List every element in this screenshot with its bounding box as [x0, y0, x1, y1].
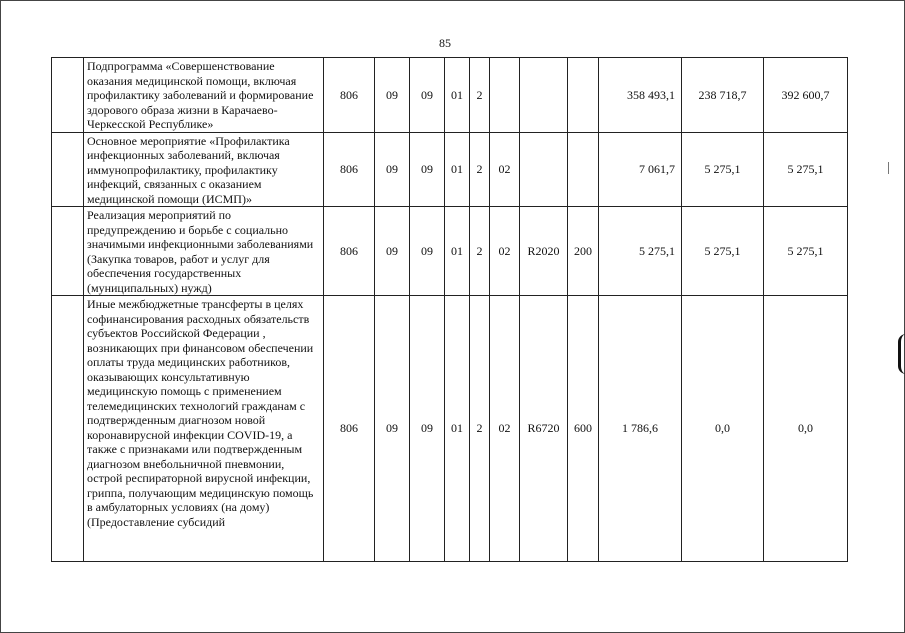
- ministry-code: 806: [324, 132, 375, 207]
- section-code: 09: [375, 296, 410, 562]
- sum-year-2: 0,0: [682, 296, 764, 562]
- sum-year-1: 7 061,7: [599, 132, 682, 207]
- sum-year-1: 358 493,1: [599, 58, 682, 133]
- direction-code: [520, 132, 568, 207]
- table-row: [52, 58, 848, 133]
- subsection-code: 09: [410, 58, 445, 133]
- page-number: 85: [439, 36, 451, 50]
- expense-type-code: [568, 58, 599, 133]
- sum-year-2: 5 275,1: [682, 132, 764, 207]
- subsection-code: 09: [410, 132, 445, 207]
- section-code: 09: [375, 132, 410, 207]
- expense-type-code: [568, 132, 599, 207]
- table-row: [52, 207, 848, 296]
- ministry-code: 806: [324, 58, 375, 133]
- program-code: 01: [445, 58, 470, 133]
- subprogram-code: 2: [470, 207, 490, 296]
- event-code: 02: [490, 207, 520, 296]
- expense-type-code: 600: [568, 296, 599, 562]
- section-code: 09: [375, 207, 410, 296]
- subprogram-code: 2: [470, 296, 490, 562]
- row-name: Реализация мероприятий по предупреждению и борьбе с социально значимыми инфекционными заболеваниями (Закупка товаров, работ и услуг для обеспечения государственных (муниципальных) нужд): [84, 207, 324, 296]
- sum-year-2: 238 718,7: [682, 58, 764, 133]
- row-index: [52, 132, 84, 207]
- event-code: 02: [490, 132, 520, 207]
- program-code: 01: [445, 132, 470, 207]
- event-code: [490, 58, 520, 133]
- row-name: Основное мероприятие «Профилактика инфекционных заболеваний, включая иммунопрофилактику, профилактику инфекций, связанных с оказанием медицинской помощи (ИСМП)»: [84, 132, 324, 207]
- direction-code: [520, 58, 568, 133]
- subprogram-code: 2: [470, 132, 490, 207]
- sum-year-3: 392 600,7: [764, 58, 848, 133]
- sum-year-2: 5 275,1: [682, 207, 764, 296]
- ministry-code: 806: [324, 207, 375, 296]
- sum-year-1: 1 786,6: [599, 296, 682, 562]
- sum-year-3: 0,0: [764, 296, 848, 562]
- row-index: [52, 296, 84, 562]
- sum-year-3: 5 275,1: [764, 132, 848, 207]
- sum-year-1: 5 275,1: [599, 207, 682, 296]
- table-row: [52, 132, 848, 207]
- program-code: 01: [445, 296, 470, 562]
- scan-artifact-tick: [888, 162, 889, 174]
- budget-table: [51, 57, 848, 562]
- subprogram-code: 2: [470, 58, 490, 133]
- event-code: 02: [490, 296, 520, 562]
- section-code: 09: [375, 58, 410, 133]
- row-name: Иные межбюджетные трансферты в целях софинансирования расходных обязательств субъектов Российской Федерации , возникающих при финансовом обеспечении оплаты труда медицинских работников, оказывающих консультативную медицинскую помощь с применением телемедицинских технологий гражданам с подтвержденным диагнозом новой коронавирусной инфекции COVID-19, а также с признаками или подтвержденным диагнозом внебольничной пневмонии, острой респираторной вирусной инфекции, гриппа, получающим медицинскую помощь в амбулаторных условиях (на дому) (Предоставление субсидий: [84, 296, 324, 562]
- table-row: [52, 296, 848, 562]
- row-index: [52, 58, 84, 133]
- subsection-code: 09: [410, 207, 445, 296]
- binding-mark: [898, 334, 905, 374]
- ministry-code: 806: [324, 296, 375, 562]
- subsection-code: 09: [410, 296, 445, 562]
- direction-code: R6720: [520, 296, 568, 562]
- sum-year-3: 5 275,1: [764, 207, 848, 296]
- direction-code: R2020: [520, 207, 568, 296]
- row-name: Подпрограмма «Совершенствование оказания медицинской помощи, включая профилактику заболеваний и формирование здорового образа жизни в Карачаево-Черкесской Республике»: [84, 58, 324, 133]
- row-index: [52, 207, 84, 296]
- program-code: 01: [445, 207, 470, 296]
- expense-type-code: 200: [568, 207, 599, 296]
